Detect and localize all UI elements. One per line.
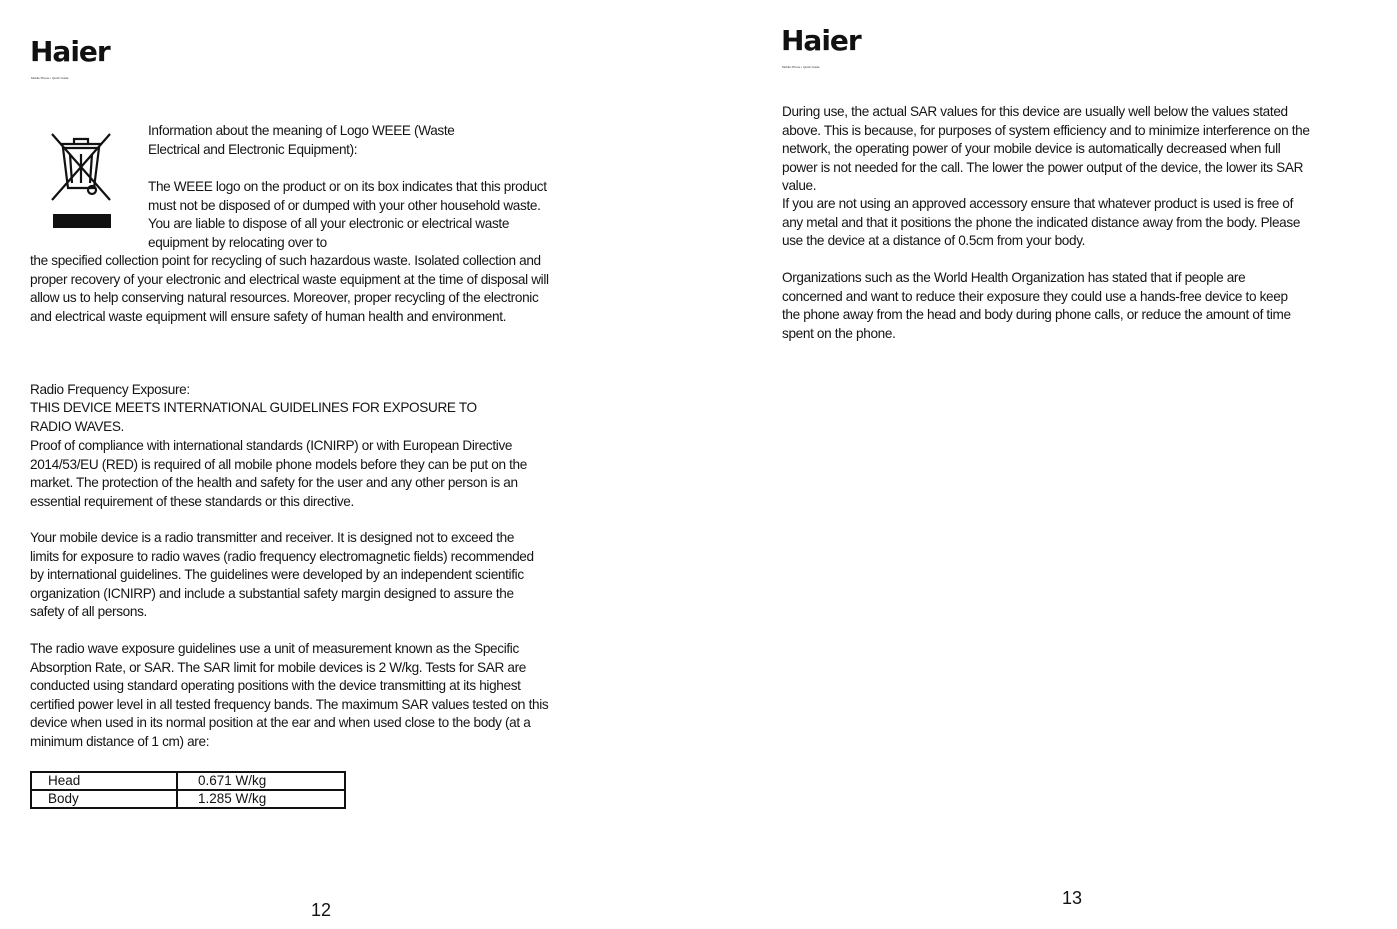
left-page: [0, 0, 698, 929]
sar-body-value: 1.285 W/kg: [177, 790, 345, 808]
sar-actual-values-paragraph: During use, the actual SAR values for this device are usually well below the values stated above. This is because, for purposes of system efficiency and to minimize interference on the network, the operating power of your mobile device is automatically decreased when full power is not needed for the call. The lower the power output of the device, the lower its SAR value.: [782, 104, 1310, 193]
haier-logo: Haier: [781, 24, 861, 57]
rf-heading: Radio Frequency Exposure:: [30, 382, 190, 397]
sar-head-value: 0.671 W/kg: [177, 772, 345, 790]
logo-tagline: Mobile Phone • Quick Guide: [782, 65, 820, 69]
table-row: [31, 772, 345, 790]
sar-head-label: Head: [31, 772, 177, 790]
sar-body-label: Body: [31, 790, 177, 808]
rf-transmitter-paragraph: Your mobile device is a radio transmitter and receiver. It is designed not to exceed the limits for exposure to radio waves (radio frequency electromagnetic fields) recommended by international guidelines. The guidelines were developed by an independent scientific organization (ICNIRP) and include a substantial safety margin designed to assure the safety of all persons.: [30, 530, 534, 619]
page-number: 12: [311, 900, 332, 920]
rf-sar-paragraph: The radio wave exposure guidelines use a unit of measurement known as the Specific Absorption Rate, or SAR. The SAR limit for mobile devices is 2 W/kg. Tests for SAR are conducted using standard operating positions with the device transmitting at its highest certified power level in all tested frequency bands. The maximum SAR values tested on this device when used in its normal position at the ear and when used close to the body (at a minimum distance of 1 cm) are:: [30, 641, 549, 749]
haier-logo: Haier: [30, 35, 110, 68]
weee-intro: Information about the meaning of Logo WEEE (Waste Electrical and Electronic Equipment):: [148, 123, 455, 157]
page-number: 13: [1062, 888, 1083, 908]
rf-compliance-paragraph: Proof of compliance with international standards (ICNIRP) or with European Directive 2014/53/EU (RED) is required of all mobile phone models before they can be put on the market. The protection of the health and safety for the user and any other person is an essential requirement of these standards or this directive.: [30, 438, 527, 509]
weee-body-1: The WEEE logo on the product or on its box indicates that this product must not be disposed of or dumped with your other household waste. You are liable to dispose of all your electronic or electrical waste equipment by relocating over to: [148, 179, 547, 250]
who-paragraph: Organizations such as the World Health Organization has stated that if people are concerned and want to reduce their exposure they could use a hands-free device to keep the phone away from the head and body during phone calls, or reduce the amount of time spent on the phone.: [782, 270, 1291, 341]
weee-body-2: the specified collection point for recycling of such hazardous waste. Isolated collection and proper recovery of your electronic and electrical waste equipment at the time of disposal will allow us to help conserving natural resources. Moreover, proper recycling of the electronic and electrical waste equipment will ensure safety of human health and environment.: [30, 253, 549, 324]
crossed-out-wheelie-bin-icon: [46, 128, 116, 232]
accessory-paragraph: If you are not using an approved accessory ensure that whatever product is used is free of any metal and that it positions the phone the indicated distance away from the body. Please use the device at a distance of 0.5cm from your body.: [782, 196, 1301, 248]
sar-values-table: [30, 771, 346, 809]
rf-caps-heading: THIS DEVICE MEETS INTERNATIONAL GUIDELINES FOR EXPOSURE TO RADIO WAVES.: [30, 400, 477, 434]
logo-tagline: Mobile Phone • Quick Guide: [31, 76, 69, 80]
right-page: [698, 0, 1397, 929]
table-row: [31, 790, 345, 808]
